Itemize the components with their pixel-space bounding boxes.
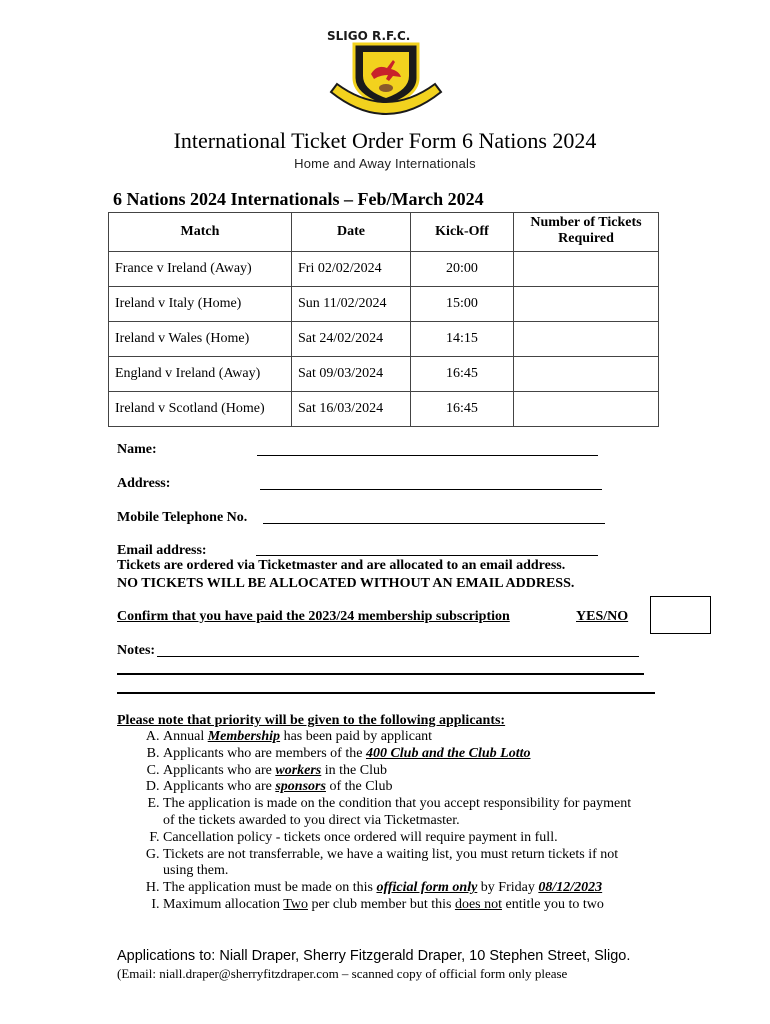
form-title: International Ticket Order Form 6 Nations 2024: [173, 128, 597, 153]
name-label: Name:: [117, 442, 157, 457]
header-tickets-line1: Number of Tickets: [530, 215, 642, 230]
emphasis: 08/12/2023: [538, 880, 603, 896]
kickoff-cell: 15:00: [411, 287, 514, 322]
header-tickets-line2: Required: [558, 231, 614, 246]
ticketmaster-note: Tickets are ordered via Ticketmaster and are allocated to an email address.: [117, 558, 566, 573]
tickets-input-cell[interactable]: [514, 357, 659, 392]
header-match: Match: [109, 213, 292, 252]
list-item: E. The application is made on the condition that you accept responsibility for payment of the tickets awarded to you direct via Ticketmaster.: [163, 796, 633, 830]
mobile-label: Mobile Telephone No.: [117, 510, 248, 525]
kickoff-cell: 20:00: [411, 252, 514, 287]
email-field[interactable]: [256, 555, 598, 556]
list-item: D. Applicants who are sponsors of the Club: [163, 779, 683, 796]
notes-label: Notes:: [117, 643, 156, 658]
match-cell: France v Ireland (Away): [109, 252, 292, 287]
applications-email: (Email: niall.draper@sherryfitzdraper.com – scanned copy of official form only please: [117, 966, 568, 981]
emphasis: workers: [275, 762, 322, 778]
section-heading: 6 Nations 2024 Internationals – Feb/March 2024: [113, 189, 484, 209]
fixtures-table: [108, 212, 659, 427]
table-row: [109, 392, 659, 427]
emphasis: Two: [283, 896, 308, 912]
table-row: [109, 357, 659, 392]
table-row: [109, 287, 659, 322]
date-cell: Sat 09/03/2024: [292, 357, 411, 392]
logo-text: SLIGO R.F.C.: [327, 29, 411, 43]
list-item: F. Cancellation policy - tickets once ordered will require payment in full.: [163, 830, 683, 847]
notes-field-line-3[interactable]: [117, 692, 655, 694]
name-field[interactable]: [257, 455, 598, 456]
table-row: [109, 322, 659, 357]
applications-address: Applications to: Niall Draper, Sherry Fitzgerald Draper, 10 Stephen Street, Sligo.: [117, 948, 631, 964]
priority-list: [137, 729, 683, 914]
match-cell: Ireland v Scotland (Home): [109, 392, 292, 427]
list-item: A. Annual Membership has been paid by applicant: [163, 729, 683, 746]
match-cell: Ireland v Wales (Home): [109, 322, 292, 357]
list-item: C. Applicants who are workers in the Club: [163, 763, 683, 780]
tickets-input-cell[interactable]: [514, 252, 659, 287]
date-cell: Sat 16/03/2024: [292, 392, 411, 427]
sligo-rfc-crest-logo: [327, 29, 445, 120]
yes-no-box[interactable]: [650, 596, 711, 634]
tickets-input-cell[interactable]: [514, 287, 659, 322]
match-cell: Ireland v Italy (Home): [109, 287, 292, 322]
priority-heading: Please note that priority will be given to the following applicants:: [117, 713, 506, 728]
emphasis: sponsors: [275, 779, 326, 795]
header-kickoff: Kick-Off: [411, 213, 514, 252]
match-cell: England v Ireland (Away): [109, 357, 292, 392]
kickoff-cell: 16:45: [411, 392, 514, 427]
notes-field-line-1[interactable]: [157, 656, 639, 657]
address-field[interactable]: [260, 489, 602, 490]
yes-no-label: YES/NO: [576, 609, 629, 624]
list-item: G. Tickets are not transferrable, we have a waiting list, you must return tickets if not using them.: [163, 847, 633, 881]
kickoff-cell: 16:45: [411, 357, 514, 392]
emphasis: official form only: [376, 880, 478, 896]
no-tickets-warning: NO TICKETS WILL BE ALLOCATED WITHOUT AN EMAIL ADDRESS.: [117, 576, 575, 591]
membership-confirm-label: Confirm that you have paid the 2023/24 membership subscription: [117, 609, 510, 624]
form-subtitle: Home and Away Internationals: [294, 156, 476, 171]
header-tickets: [514, 213, 659, 252]
table-header-row: [109, 213, 659, 252]
list-item: H. The application must be made on this official form only by Friday 08/12/2023: [163, 880, 683, 897]
mobile-field[interactable]: [263, 523, 605, 524]
tickets-input-cell[interactable]: [514, 392, 659, 427]
date-cell: Sat 24/02/2024: [292, 322, 411, 357]
kickoff-cell: 14:15: [411, 322, 514, 357]
emphasis: does not: [454, 896, 502, 912]
list-item: B. Applicants who are members of the 400 Club and the Club Lotto: [163, 746, 683, 763]
date-cell: Sun 11/02/2024: [292, 287, 411, 322]
date-cell: Fri 02/02/2024: [292, 252, 411, 287]
email-label: Email address:: [117, 543, 207, 558]
address-label: Address:: [117, 476, 171, 491]
emphasis: 400 Club and the Club Lotto: [365, 745, 531, 761]
emphasis: Membership: [207, 729, 281, 744]
header-date: Date: [292, 213, 411, 252]
notes-field-line-2[interactable]: [117, 673, 644, 675]
table-row: [109, 252, 659, 287]
list-item: I. Maximum allocation Two per club member but this does not entitle you to two: [163, 897, 683, 914]
tickets-input-cell[interactable]: [514, 322, 659, 357]
